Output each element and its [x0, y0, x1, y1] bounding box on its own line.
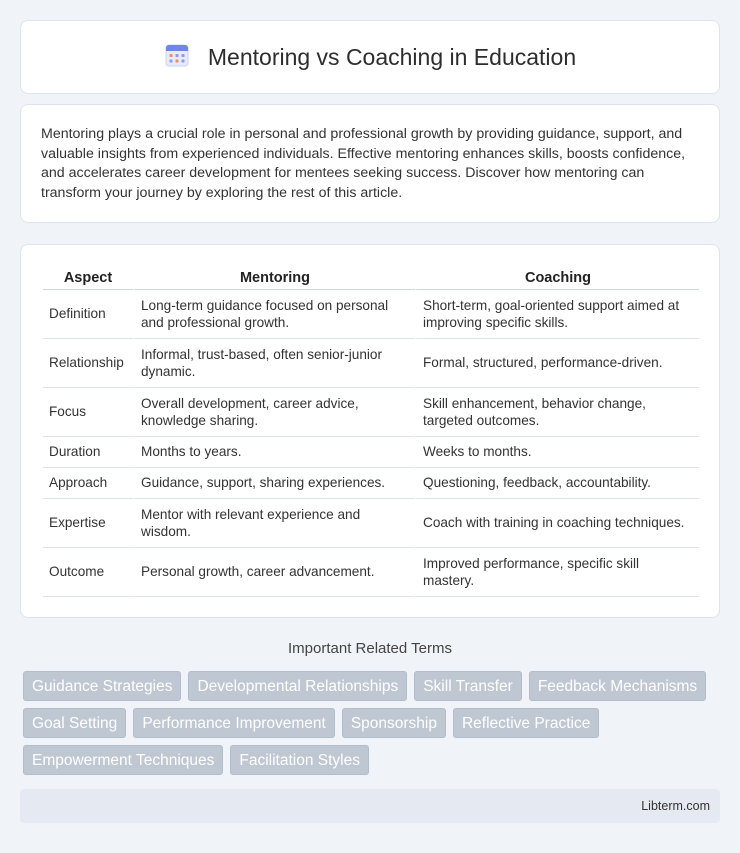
row-coaching: Coach with training in coaching techniques.	[415, 499, 699, 548]
header-mentoring: Mentoring	[133, 265, 415, 290]
row-coaching: Improved performance, specific skill mastery.	[415, 548, 699, 597]
row-aspect: Outcome	[43, 548, 133, 597]
row-mentoring: Guidance, support, sharing experiences.	[133, 468, 415, 499]
related-terms-heading: Important Related Terms	[288, 640, 452, 657]
table-row	[43, 468, 699, 499]
table-row	[43, 437, 699, 468]
row-aspect: Definition	[43, 290, 133, 339]
row-mentoring: Informal, trust-based, often senior-junior dynamic.	[133, 339, 415, 388]
tag-performance-improvement[interactable]: Performance Improvement	[133, 708, 335, 738]
page-title: Mentoring vs Coaching in Education	[207, 43, 577, 70]
related-terms-list	[23, 671, 723, 775]
tag-empowerment-techniques[interactable]: Empowerment Techniques	[23, 745, 223, 775]
tag-sponsorship[interactable]: Sponsorship	[342, 708, 446, 738]
intro-paragraph: Mentoring plays a crucial role in personal and professional growth by providing guidance, support, and valuable insights from experienced individuals. Effective mentoring enhances skills, boosts confidence, and accelerates career development for mentees seeking success. Discover how mentoring can transform your journey by exploring the rest of this article.	[41, 126, 686, 201]
table-row	[43, 548, 699, 597]
header-aspect: Aspect	[43, 265, 133, 290]
header-coaching: Coaching	[415, 265, 699, 290]
tag-developmental-relationships[interactable]: Developmental Relationships	[188, 671, 407, 701]
tag-reflective-practice[interactable]: Reflective Practice	[453, 708, 599, 738]
row-aspect: Approach	[43, 468, 133, 499]
row-mentoring: Mentor with relevant experience and wisdom.	[133, 499, 415, 548]
tag-facilitation-styles[interactable]: Facilitation Styles	[230, 745, 369, 775]
title-card	[20, 20, 720, 94]
table-row	[43, 290, 699, 339]
row-mentoring: Months to years.	[133, 437, 415, 468]
row-mentoring: Personal growth, career advancement.	[133, 548, 415, 597]
row-coaching: Questioning, feedback, accountability.	[415, 468, 699, 499]
footer-brand[interactable]: Libterm.com	[641, 799, 710, 813]
row-aspect: Duration	[43, 437, 133, 468]
tag-guidance-strategies[interactable]: Guidance Strategies	[23, 671, 181, 701]
table-row	[43, 499, 699, 548]
title-wrap	[164, 42, 576, 73]
row-coaching: Weeks to months.	[415, 437, 699, 468]
footer	[20, 789, 720, 823]
row-aspect: Focus	[43, 388, 133, 437]
table-row	[43, 388, 699, 437]
row-aspect: Relationship	[43, 339, 133, 388]
comparison-table-card	[20, 244, 720, 618]
tag-goal-setting[interactable]: Goal Setting	[23, 708, 126, 738]
row-coaching: Skill enhancement, behavior change, targeted outcomes.	[415, 388, 699, 437]
tag-skill-transfer[interactable]: Skill Transfer	[414, 671, 522, 701]
row-coaching: Formal, structured, performance-driven.	[415, 339, 699, 388]
tag-feedback-mechanisms[interactable]: Feedback Mechanisms	[529, 671, 706, 701]
row-mentoring: Overall development, career advice, knowledge sharing.	[133, 388, 415, 437]
row-mentoring: Long-term guidance focused on personal and professional growth.	[133, 290, 415, 339]
calendar-grid-icon	[164, 42, 190, 73]
row-coaching: Short-term, goal-oriented support aimed at improving specific skills.	[415, 290, 699, 339]
table-row	[43, 339, 699, 388]
table-header-row	[43, 265, 699, 290]
row-aspect: Expertise	[43, 499, 133, 548]
comparison-table	[43, 265, 699, 597]
intro-card	[20, 104, 720, 223]
